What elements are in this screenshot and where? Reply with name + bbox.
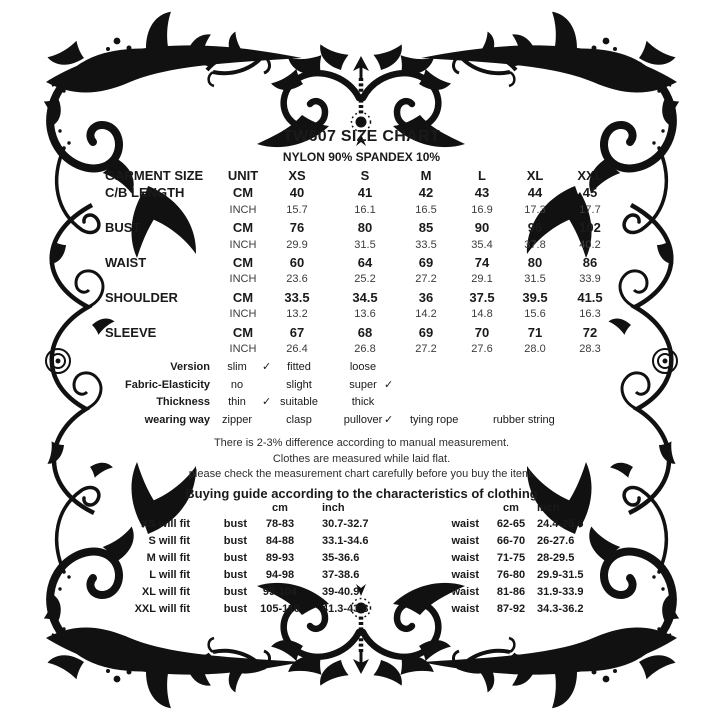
spacer: [426, 500, 490, 516]
table-row-sleeve-inch: [95, 341, 619, 358]
row-label: [95, 271, 225, 288]
attribute-option: loose: [349, 361, 377, 373]
fit-size-label: XS will fit: [141, 518, 190, 530]
col-header-xs: XS: [288, 168, 306, 183]
measurement-value: 40.2: [579, 238, 601, 251]
fit-size-label: S will fit: [148, 535, 190, 547]
measurement-value: 29.1: [471, 273, 493, 286]
attribute-option: slight: [286, 378, 312, 391]
cm-range: 78-83: [265, 518, 295, 530]
col-header-inch: inch: [537, 502, 560, 514]
unit-label: CM: [232, 185, 254, 201]
body-part-label: bust: [223, 603, 247, 615]
inch-range: 31.9-33.9: [537, 586, 584, 598]
row-label: SLEEVE: [105, 324, 157, 340]
unit-label: CM: [232, 289, 254, 305]
measurement-value: 31.5: [524, 273, 546, 286]
measurement-value: 37.5: [469, 289, 495, 305]
table-row-sleeve-cm: [95, 324, 619, 341]
inch-range: 39-40.9: [322, 586, 360, 598]
measurement-value: 69: [418, 324, 434, 340]
body-part-label: bust: [223, 569, 247, 581]
attribute-row-version: [95, 359, 619, 377]
fit-guide-header-row: [95, 500, 624, 516]
measurement-value: 25.2: [354, 273, 376, 286]
table-row-cb-length-inch: [95, 202, 619, 219]
col-header-garment-size: GARMENT SIZE: [105, 168, 204, 183]
cm-range: 105-110: [260, 603, 300, 615]
attribute-option: clasp: [286, 413, 312, 426]
measurement-value: 35.4: [471, 238, 493, 251]
measurement-value: 16.5: [415, 203, 437, 216]
table-row-cb-length-cm: [95, 184, 619, 201]
attribute-label: wearing way: [144, 413, 210, 426]
attribute-option: no: [230, 378, 244, 391]
table-row-shoulder-inch: [95, 306, 619, 323]
attribute-row-wearing-way: [95, 412, 619, 430]
cm-range: 71-75: [496, 552, 526, 564]
measurement-value: 80: [357, 220, 373, 236]
note-line: There is 2-3% difference according to manual measurement.: [213, 437, 510, 449]
measurement-value: 96: [527, 220, 543, 236]
measurement-value: 27.2: [415, 342, 437, 355]
cm-range: 84-88: [265, 535, 295, 547]
fit-size-label: XL will fit: [141, 586, 190, 598]
attribute-option: pullover: [343, 413, 383, 426]
cm-range: 87-92: [496, 603, 526, 615]
body-part-label: waist: [451, 586, 479, 598]
measurement-value: 42: [418, 185, 434, 201]
fit-size-label: M will fit: [146, 552, 190, 564]
row-label: BUST: [105, 220, 141, 236]
cm-range: 66-70: [496, 535, 526, 547]
unit-label: INCH: [229, 273, 257, 286]
measurement-value: 45: [582, 185, 598, 201]
measurement-value: 33.5: [284, 289, 310, 305]
cm-range: 99-104: [262, 586, 298, 598]
cm-range: 76-80: [496, 569, 526, 581]
fit-size-label: L will fit: [149, 569, 190, 581]
measurement-value: 39.5: [522, 289, 548, 305]
fit-guide-row-xxl: [95, 601, 624, 618]
inch-range: 24.4-25.6: [537, 518, 584, 530]
measurement-value: 43: [474, 185, 490, 201]
table-row-shoulder-cm: [95, 289, 619, 306]
inch-range: 35-36.6: [322, 552, 360, 564]
inch-range: 30.7-32.7: [322, 518, 369, 530]
body-part-label: waist: [451, 518, 479, 530]
check-mark: ✓: [262, 361, 272, 373]
measurement-value: 26.4: [286, 342, 308, 355]
measurement-value: 33.5: [415, 238, 437, 251]
measurement-value: 29.9: [286, 238, 308, 251]
note-line: Clothes are measured while laid flat.: [272, 452, 451, 465]
attribute-option: fitted: [287, 361, 311, 373]
measurement-value: 15.6: [524, 308, 546, 321]
measurement-value: 37.8: [524, 238, 546, 251]
unit-label: INCH: [229, 308, 257, 321]
col-header-m: M: [420, 168, 432, 183]
measurement-value: 13.2: [286, 308, 308, 321]
fabric-composition: NYLON 90% SPANDEX 10%: [282, 150, 441, 164]
measurement-value: 60: [289, 254, 305, 270]
cm-range: 81-86: [496, 586, 526, 598]
body-part-label: bust: [223, 586, 247, 598]
check-mark: ✓: [262, 396, 272, 409]
measurement-value: 15.7: [286, 203, 308, 216]
attribute-row-fabric-elasticity: [95, 377, 619, 395]
measurement-value: 23.6: [286, 273, 308, 286]
measurement-value: 26.8: [354, 342, 376, 355]
body-part-label: bust: [223, 552, 247, 564]
row-label: [95, 202, 225, 219]
col-header-unit: UNIT: [227, 168, 259, 183]
measurement-value: 68: [357, 324, 373, 340]
measurement-value: 28.0: [524, 342, 546, 355]
col-header-s: S: [360, 168, 370, 183]
row-label: [95, 306, 225, 323]
measurement-value: 27.6: [471, 342, 493, 355]
row-label: [95, 341, 225, 358]
inch-range: 34.3-36.2: [537, 603, 584, 615]
inch-range: 26-27.6: [537, 535, 575, 547]
table-row-waist-cm: [95, 254, 619, 271]
attribute-option: zipper: [222, 413, 252, 426]
body-part-label: waist: [451, 603, 479, 615]
measurement-value: 17.7: [579, 203, 601, 216]
measurement-value: 85: [418, 220, 434, 236]
attribute-label: Thickness: [156, 396, 210, 409]
measurement-value: 13.6: [354, 308, 376, 321]
fit-guide-row-l: [95, 567, 624, 584]
row-label: [95, 237, 225, 254]
fit-guide-row-xs: [95, 516, 624, 533]
measurement-notes: [0, 436, 723, 502]
measurement-value: 72: [582, 324, 598, 340]
fit-guide-table: [95, 500, 624, 618]
row-label: C/B LENGTH: [105, 185, 185, 201]
measurement-value: 16.1: [354, 203, 376, 216]
attribute-option: rubber string: [493, 413, 555, 426]
attribute-label: Fabric-Elasticity: [125, 378, 210, 391]
unit-label: CM: [232, 220, 254, 236]
measurement-value: 17.3: [524, 203, 546, 216]
size-table-header-row: [95, 167, 619, 184]
measurement-value: 64: [357, 254, 373, 270]
body-part-label: bust: [223, 518, 247, 530]
spacer: [190, 500, 254, 516]
measurement-value: 86: [582, 254, 598, 270]
inch-range: 28-29.5: [537, 552, 575, 564]
note-line: please check the measurement chart carefully before you buy the item.: [188, 468, 535, 481]
measurement-value: 14.2: [415, 308, 437, 321]
measurement-value: 102: [579, 220, 601, 236]
col-header-cm: cm: [272, 502, 288, 514]
measurement-value: 69: [418, 254, 434, 270]
attribute-option: tying rope: [410, 413, 459, 426]
col-header-inch: inch: [322, 502, 345, 514]
measurement-value: 40: [289, 185, 305, 201]
measurement-value: 41: [357, 185, 373, 201]
cm-range: 62-65: [496, 518, 526, 530]
measurement-value: 34.5: [352, 289, 378, 305]
body-part-label: bust: [223, 535, 247, 547]
inch-range: 33.1-34.6: [322, 535, 369, 547]
body-part-label: waist: [451, 535, 479, 547]
measurement-value: 33.9: [579, 273, 601, 286]
fit-guide-row-xl: [95, 584, 624, 601]
measurement-value: 70: [474, 324, 490, 340]
inch-range: 29.9-31.5: [537, 569, 584, 581]
measurement-value: 67: [289, 324, 305, 340]
body-part-label: waist: [451, 552, 479, 564]
table-row-bust-inch: [95, 237, 619, 254]
measurement-value: 36: [418, 289, 434, 305]
measurement-value: 16.9: [471, 203, 493, 216]
fit-size-label: XXL will fit: [134, 603, 190, 615]
cm-range: 89-93: [265, 552, 295, 564]
col-header-xxl: XXL: [577, 168, 603, 183]
attributes-table: [95, 359, 619, 429]
table-row-waist-inch: [95, 271, 619, 288]
measurement-value: 31.5: [354, 238, 376, 251]
check-mark: ✓: [384, 378, 394, 391]
attribute-option: slim: [227, 361, 247, 373]
cm-range: 94-98: [265, 569, 295, 581]
measurement-value: 14.8: [471, 308, 493, 321]
chart-header: [0, 128, 723, 164]
unit-label: INCH: [229, 238, 257, 251]
attribute-row-thickness: [95, 394, 619, 412]
spacer: [95, 500, 190, 516]
inch-range: 37-38.6: [322, 569, 360, 581]
row-label: SHOULDER: [105, 289, 178, 305]
unit-label: CM: [232, 324, 254, 340]
fit-guide-row-m: [95, 550, 624, 567]
col-header-l: L: [478, 168, 486, 183]
measurement-value: 27.2: [415, 273, 437, 286]
attribute-option: thin: [228, 396, 246, 409]
measurement-value: 90: [474, 220, 490, 236]
attribute-option: thick: [351, 396, 375, 409]
attribute-option: super: [349, 378, 377, 391]
measurement-value: 28.3: [579, 342, 601, 355]
measurement-value: 80: [527, 254, 543, 270]
measurement-value: 74: [474, 254, 490, 270]
check-mark: ✓: [384, 413, 394, 426]
measurement-value: 44: [527, 185, 543, 201]
fit-guide-row-s: [95, 533, 624, 550]
measurement-value: 76: [289, 220, 305, 236]
attribute-label: Version: [170, 361, 210, 373]
row-label: WAIST: [105, 254, 147, 270]
unit-label: INCH: [229, 203, 257, 216]
col-header-xl: XL: [526, 168, 544, 183]
measurement-value: 41.5: [577, 289, 603, 305]
measurement-value: 16.3: [579, 308, 601, 321]
table-row-bust-cm: [95, 219, 619, 236]
buying-guide-title: Buying guide according to the characteristics of clothing: [185, 485, 538, 501]
unit-label: INCH: [229, 342, 257, 355]
size-table: [95, 167, 619, 358]
page-title: TW607 SIZE CHART: [283, 128, 440, 145]
attribute-option: suitable: [280, 396, 318, 409]
inch-range: 41.3-43.3: [322, 603, 369, 615]
measurement-value: 71: [527, 324, 543, 340]
body-part-label: waist: [451, 569, 479, 581]
unit-label: CM: [232, 254, 254, 270]
col-header-cm: cm: [503, 502, 519, 514]
